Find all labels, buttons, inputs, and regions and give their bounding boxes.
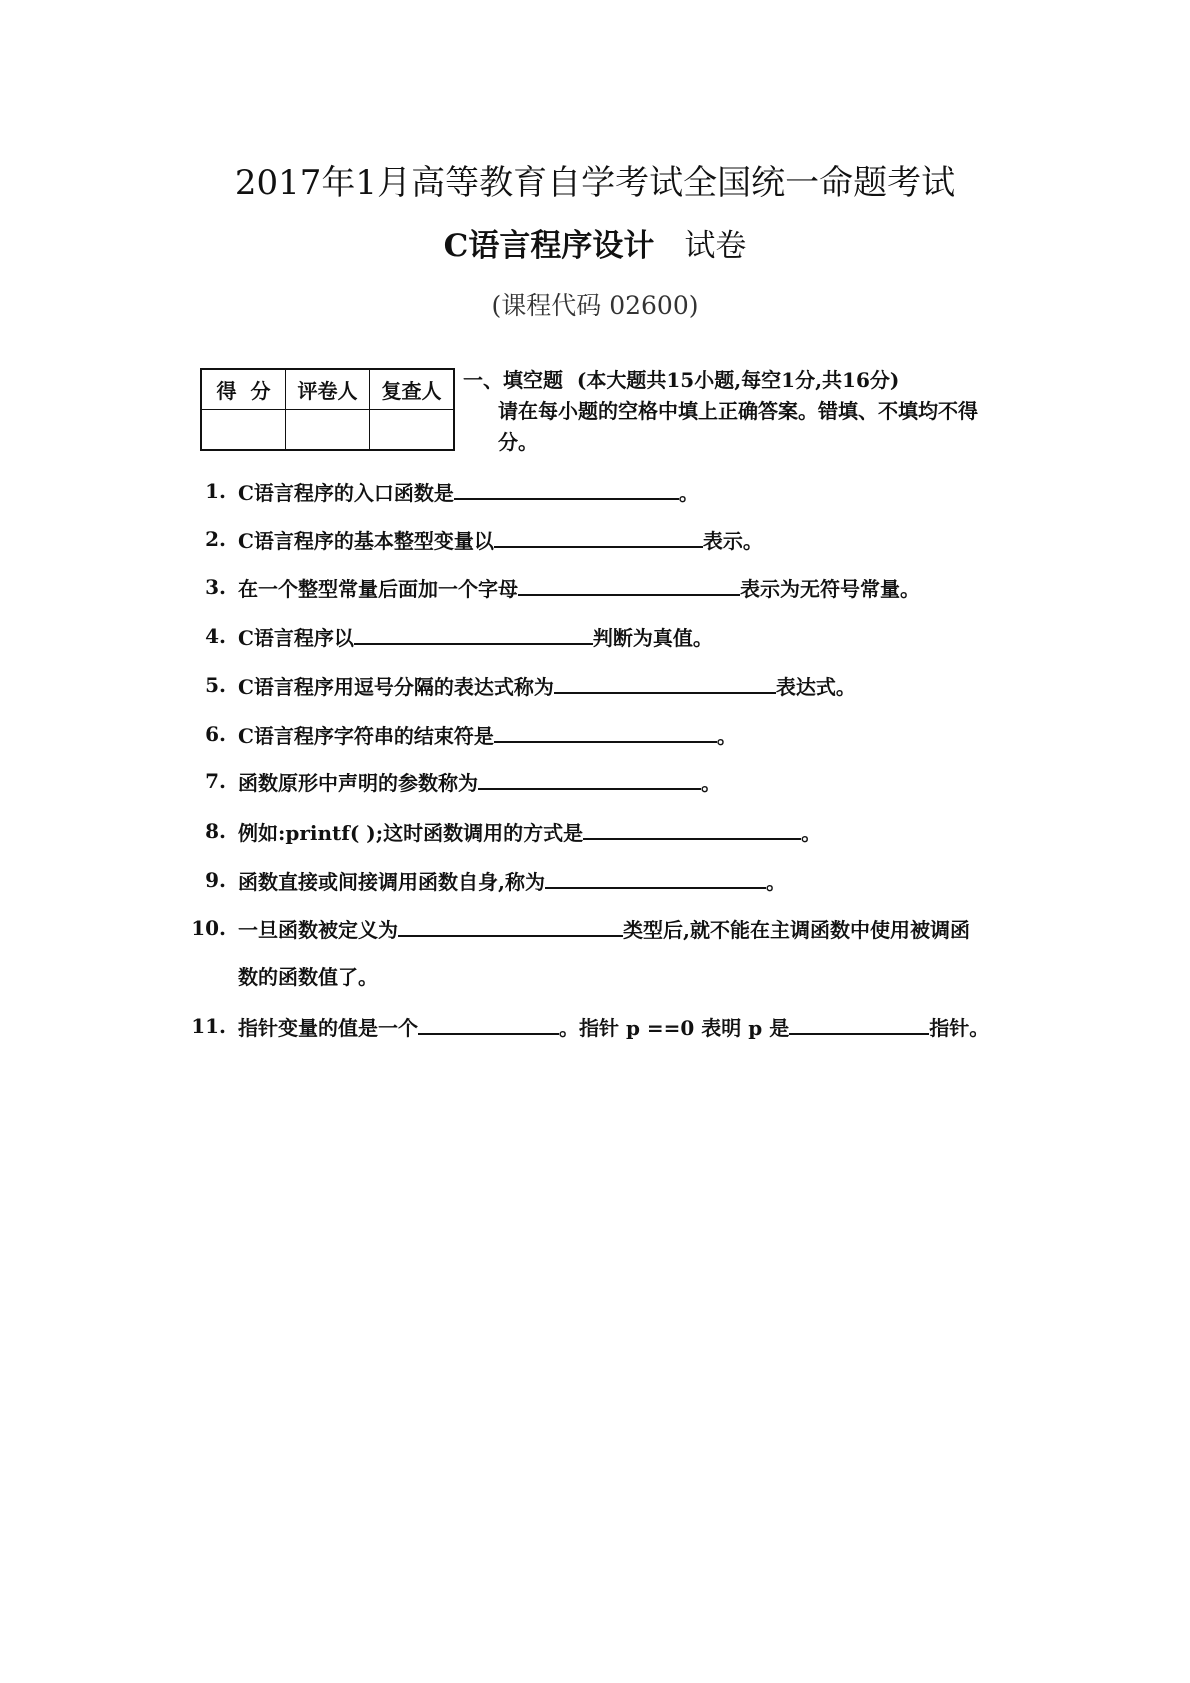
answer-blank[interactable] bbox=[494, 524, 703, 548]
exam-title: 2017年1月高等教育自学考试全国统一命题考试 bbox=[234, 163, 956, 203]
question-number: 8. bbox=[205, 819, 226, 843]
question-number: 11. bbox=[191, 1014, 226, 1038]
question-text-end: 判断为真值。 bbox=[592, 626, 713, 650]
question-text: 函数直接或间接调用函数自身,称为 bbox=[238, 870, 545, 894]
question-text-end: 表示。 bbox=[702, 529, 763, 553]
question-text-cont: 数的函数值了。 bbox=[238, 965, 378, 989]
question-text-end: 。 bbox=[701, 771, 721, 795]
course-code: (课程代码 02600) bbox=[491, 291, 699, 320]
answer-blank[interactable] bbox=[554, 670, 776, 694]
score-header: 得 分 bbox=[201, 369, 286, 410]
question-text: 函数原形中声明的参数称为 bbox=[238, 771, 478, 795]
question-text-end: 。 bbox=[716, 724, 737, 748]
question-text-mid: 。指针 p ==0 表明 p 是 bbox=[559, 1016, 790, 1040]
answer-blank[interactable] bbox=[583, 816, 801, 840]
question-number: 6. bbox=[205, 722, 226, 746]
question-number: 4. bbox=[205, 624, 226, 648]
reviewer-header: 复查人 bbox=[370, 369, 455, 410]
grader-cell[interactable] bbox=[286, 410, 370, 451]
question-number: 10. bbox=[191, 916, 226, 940]
reviewer-cell[interactable] bbox=[370, 410, 455, 451]
question-text: C语言程序的入口函数是 bbox=[238, 481, 454, 505]
question-text-end: 表达式。 bbox=[775, 675, 856, 699]
question-text: C语言程序字符串的结束符是 bbox=[238, 724, 494, 748]
answer-blank[interactable] bbox=[354, 621, 593, 645]
question-text: 一旦函数被定义为 bbox=[238, 918, 398, 942]
question-text-end: 。 bbox=[678, 481, 699, 505]
question-text-end: 。 bbox=[801, 821, 822, 845]
question-text-end: 表示为无符号常量。 bbox=[740, 577, 920, 601]
question-number: 9. bbox=[205, 868, 226, 892]
question-text: 例如:printf( );这时函数调用的方式是 bbox=[238, 821, 584, 845]
question-text: C语言程序的基本整型变量以 bbox=[238, 529, 494, 553]
section-title: 一、填空题 (本大题共15小题,每空1分,共16分) bbox=[463, 368, 900, 392]
paper-label: 试卷 bbox=[684, 228, 747, 264]
question-text-end: 指针。 bbox=[929, 1016, 990, 1040]
question-number: 1. bbox=[205, 479, 226, 503]
answer-blank[interactable] bbox=[494, 719, 717, 743]
question-number: 7. bbox=[205, 769, 226, 793]
question-text: 指针变量的值是一个 bbox=[238, 1016, 418, 1040]
question-text: 在一个整型常量后面加一个字母 bbox=[238, 577, 518, 601]
question-text: C语言程序以 bbox=[238, 626, 354, 650]
answer-blank[interactable] bbox=[545, 865, 766, 889]
answer-blank[interactable] bbox=[454, 476, 679, 500]
answer-blank[interactable] bbox=[478, 766, 701, 790]
section-instruction: 请在每小题的空格中填上正确答案。错填、不填均不得 bbox=[498, 399, 978, 423]
grader-header: 评卷人 bbox=[286, 369, 370, 410]
answer-blank-1[interactable] bbox=[418, 1011, 559, 1035]
question-number: 3. bbox=[205, 575, 226, 599]
subject-name: C语言程序设计 bbox=[443, 228, 655, 264]
answer-blank[interactable] bbox=[518, 572, 740, 596]
question-number: 2. bbox=[205, 527, 226, 551]
question-text-end: 。 bbox=[765, 870, 786, 894]
question-number: 5. bbox=[205, 673, 226, 697]
score-table bbox=[200, 368, 455, 451]
score-cell[interactable] bbox=[201, 410, 286, 451]
section-instruction-cont: 分。 bbox=[498, 430, 538, 454]
question-text-end: 类型后,就不能在主调函数中使用被调函 bbox=[623, 918, 970, 942]
answer-blank[interactable] bbox=[398, 913, 623, 937]
answer-blank-2[interactable] bbox=[789, 1011, 929, 1035]
subject-title bbox=[0, 220, 1190, 265]
question-text: C语言程序用逗号分隔的表达式称为 bbox=[238, 675, 554, 699]
